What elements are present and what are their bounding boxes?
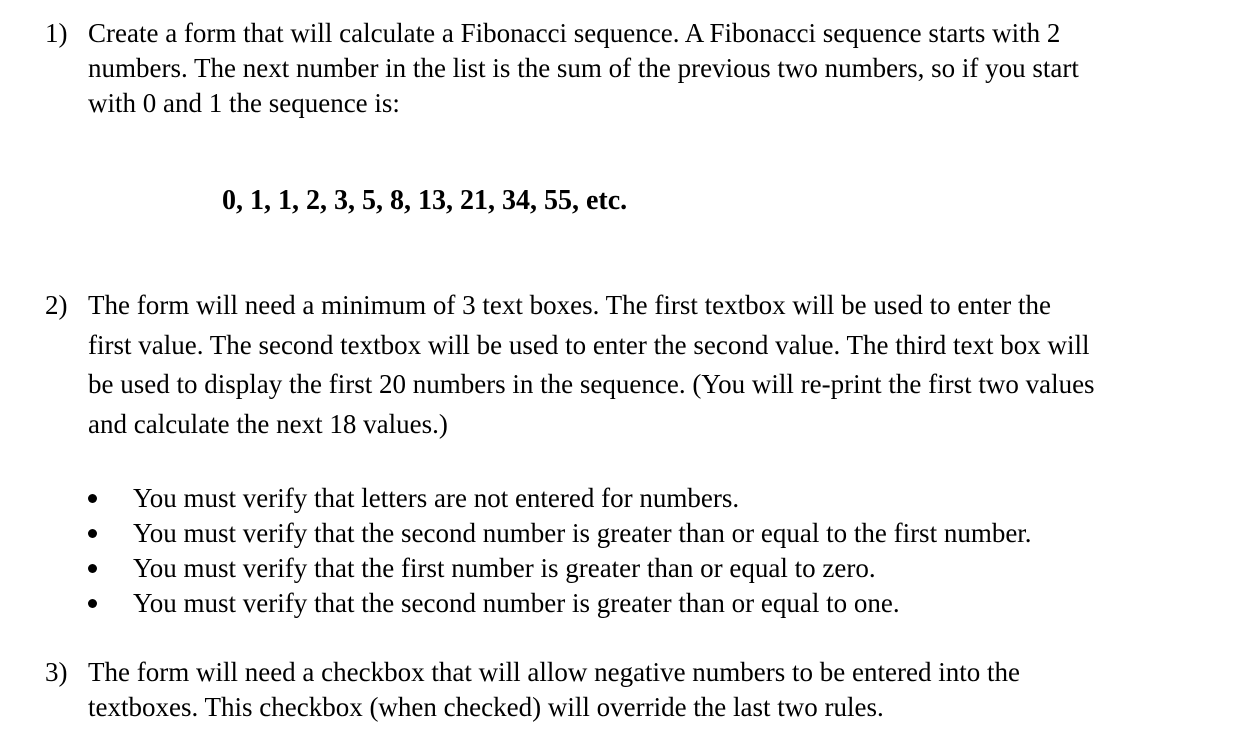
item-3-number: 3): [45, 657, 68, 687]
item-2-line-4: and calculate the next 18 values.): [88, 409, 448, 439]
item-3-line-1: The form will need a checkbox that will allow negative numbers to be entered into the: [88, 657, 1020, 687]
bullet-text-1: You must verify that letters are not entered for numbers.: [133, 483, 740, 513]
item-1-line-2: numbers. The next number in the list is the sum of the previous two numbers, so if you start: [88, 53, 1079, 83]
bullet-dot-2: [88, 529, 97, 538]
item-1-line-3: with 0 and 1 the sequence is:: [88, 88, 400, 118]
item-1-number: 1): [45, 18, 68, 48]
item-2-number: 2): [45, 290, 68, 320]
item-1-line-1: Create a form that will calculate a Fibonacci sequence. A Fibonacci sequence starts with 2: [88, 18, 1061, 48]
bullet-dot-1: [88, 494, 97, 503]
item-2-line-2: first value. The second textbox will be used to enter the second value. The third text box will: [88, 330, 1090, 360]
bullet-text-4: You must verify that the second number is greater than or equal to one.: [133, 588, 900, 618]
item-2-line-1: The form will need a minimum of 3 text boxes. The first textbox will be used to enter the: [88, 290, 1052, 320]
bullet-text-3: You must verify that the first number is greater than or equal to zero.: [133, 553, 876, 583]
bullet-dot-4: [88, 599, 97, 608]
bullet-text-2: You must verify that the second number is greater than or equal to the first number.: [133, 518, 1032, 548]
fibonacci-sequence-example: 0, 1, 1, 2, 3, 5, 8, 13, 21, 34, 55, etc.: [222, 185, 628, 216]
item-2-line-3: be used to display the first 20 numbers in the sequence. (You will re-print the first two values: [88, 369, 1095, 399]
bullet-dot-3: [88, 564, 97, 573]
item-3-line-2: textboxes. This checkbox (when checked) will override the last two rules.: [88, 692, 884, 722]
